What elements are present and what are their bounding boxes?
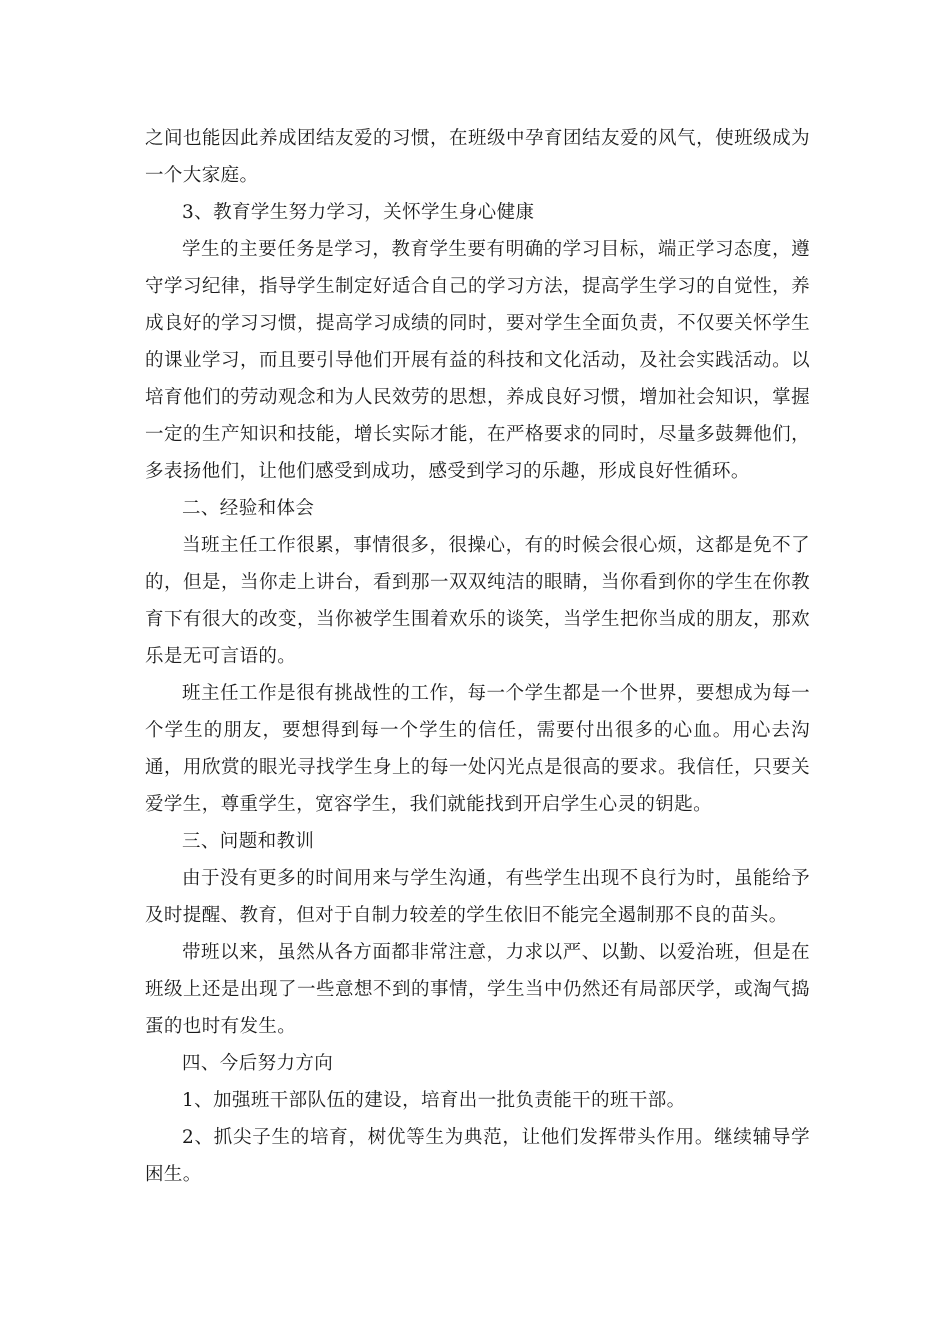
paragraph-future-2: 2、抓尖子生的培育，树优等生为典范，让他们发挥带头作用。继续辅导学困生。: [145, 1127, 810, 1185]
heading-problems: 三、问题和教训: [182, 831, 315, 852]
document-body: [145, 120, 810, 1193]
heading-future: 四、今后努力方向: [182, 1053, 334, 1074]
paragraph-future-1: 1、加强班干部队伍的建设，培育出一批负责能干的班干部。: [182, 1090, 686, 1111]
paragraph-continuation: 之间也能因此养成团结友爱的习惯，在班级中孕育团结友爱的风气，使班级成为一个大家庭。: [145, 128, 810, 186]
heading-experience: 二、经验和体会: [182, 498, 315, 519]
paragraph-problems-2: 带班以来，虽然从各方面都非常注意，力求以严、以勤、以爱治班，但是在班级上还是出现了一些意想不到的事情，学生当中仍然还有局部厌学，或淘气捣蛋的也时有发生。: [145, 942, 810, 1037]
paragraph-experience-2: 班主任工作是很有挑战性的工作，每一个学生都是一个世界，要想成为每一个学生的朋友，要想得到每一个学生的信任，需要付出很多的心血。用心去沟通，用欣赏的眼光寻找学生身上的每一处闪光点是很高的要求。我信任，只要关爱学生，尊重学生，宽容学生，我们就能找到开启学生心灵的钥匙。: [145, 683, 810, 815]
paragraph-experience-1: 当班主任工作很累，事情很多，很操心，有的时候会很心烦，这都是免不了的，但是，当你走上讲台，看到那一双双纯洁的眼睛，当你看到你的学生在你教育下有很大的改变，当你被学生围着欢乐的谈笑，当学生把你当成的朋友，那欢乐是无可言语的。: [145, 535, 810, 667]
subheading-study-health: 3、教育学生努力学习，关怀学生身心健康: [182, 202, 535, 223]
paragraph-study: 学生的主要任务是学习，教育学生要有明确的学习目标，端正学习态度，遵守学习纪律，指导学生制定好适合自己的学习方法，提高学生学习的自觉性，养成良好的学习习惯，提高学习成绩的同时，要对学生全面负责，不仅要关怀学生的课业学习，而且要引导他们开展有益的科技和文化活动，及社会实践活动。以培育他们的劳动观念和为人民效劳的思想，养成良好习惯，增加社会知识，掌握一定的生产知识和技能，增长实际才能，在严格要求的同时，尽量多鼓舞他们，多表扬他们，让他们感受到成功，感受到学习的乐趣，形成良好性循环。: [145, 239, 810, 482]
paragraph-problems-1: 由于没有更多的时间用来与学生沟通，有些学生出现不良行为时，虽能给予及时提醒、教育，但对于自制力较差的学生依旧不能完全遏制那不良的苗头。: [145, 868, 810, 926]
